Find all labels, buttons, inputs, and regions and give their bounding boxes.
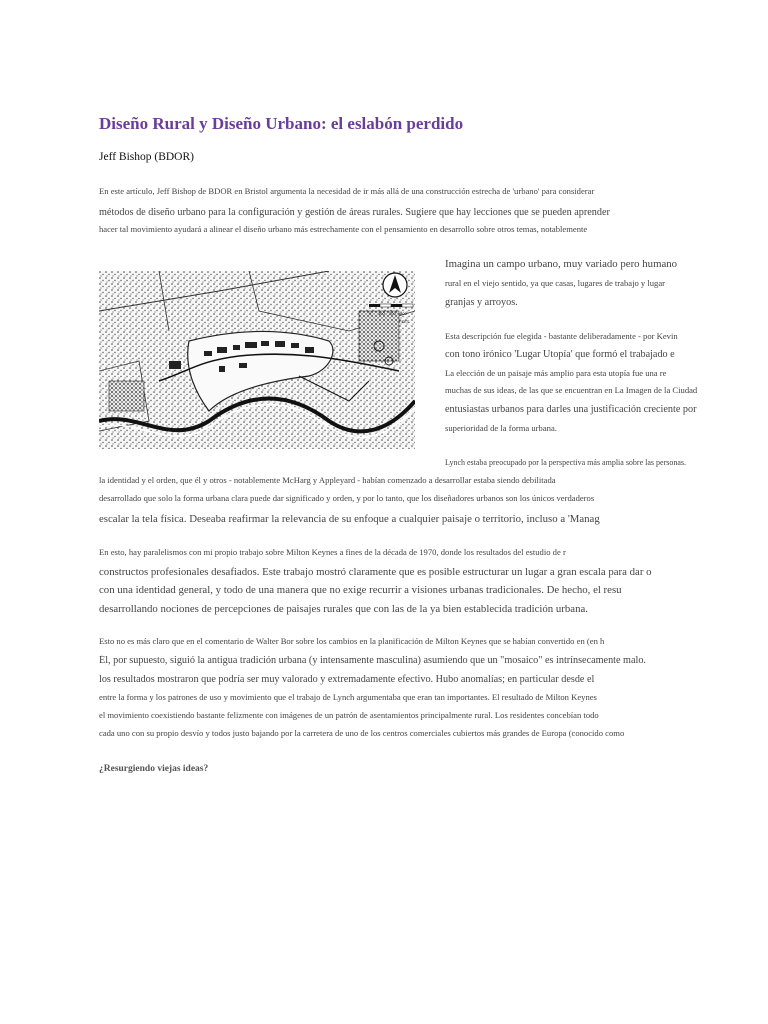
section-heading: ¿Resurgiendo viejas ideas? — [99, 764, 209, 774]
side-line: Esta descripción fue elegida - bastante deliberadamente - por Kevin — [445, 331, 678, 341]
intro-line: hacer tal movimiento ayudará a alinear el diseño urbano más estrechamente con el pensamiento en desarrollo sobre otros temas, notablemente — [99, 224, 588, 234]
body-line: constructos profesionales desafiados. Este trabajo mostró claramente que es posible estructurar un lugar a gran escala para dar o — [99, 566, 652, 578]
body-line: la identidad y el orden, que él y otros - notablemente McHarg y Appleyard - habían comenzado a desarrollar estaba siendo debilitada — [99, 475, 556, 485]
side-line: granjas y arroyos. — [445, 297, 518, 308]
scale-tick-label: 300 — [400, 311, 407, 316]
body-line: los resultados mostraron que podría ser muy valorado y extremadamente efectivo. Hubo anomalías; en particular desde el — [99, 674, 595, 685]
intro-line: En este artículo, Jeff Bishop de BDOR en Bristol argumenta la necesidad de ir más allá de una construcción estrecha de 'urbano' para considerar — [99, 186, 595, 196]
scale-unit-label: FEET — [399, 319, 410, 324]
article-author: Jeff Bishop (BDOR) — [99, 151, 194, 163]
side-line: Lynch estaba preocupado por la perspectiva más amplia sobre las personas. — [445, 458, 687, 467]
side-line: con tono irónico 'Lugar Utopía' que formó el trabajado e — [445, 349, 675, 360]
body-line: el movimiento coexistiendo bastante felizmente con imágenes de un patrón de asentamientos principalmente rural. Los residentes concebían todo — [99, 710, 599, 720]
body-line: Esto no es más claro que en el comentario de Walter Bor sobre los cambios en la planificación de Milton Keynes que se habían convertido en (en h — [99, 636, 605, 646]
article-title: Diseño Rural y Diseño Urbano: el eslabón perdido — [99, 114, 464, 133]
body-line: Él, por supuesto, siguió la antigua tradición urbana (y intensamente masculina) asumiendo que un "mosaico" es intrínsecamente malo. — [99, 655, 646, 666]
body-line: escalar la tela física. Deseaba reafirmar la relevancia de su enfoque a cualquier paisaje o territorio, incluso a 'Manag — [99, 513, 600, 525]
side-line: entusiastas urbanos para darles una justificación creciente por — [445, 404, 697, 415]
body-line: desarrollando nociones de percepciones de paisajes rurales que con las de la ya bien establecida tradición urbana. — [99, 603, 588, 615]
body-line: entre la forma y los patrones de uso y movimiento que el trabajo de Lynch argumentaba que eran tan importantes. El resultado de Milton Keynes — [99, 692, 597, 702]
side-line: superioridad de la forma urbana. — [445, 423, 557, 433]
body-line: desarrollado que solo la forma urbana clara puede dar significado y orden, y por lo tanto, que los diseñadores urbanos son los únicos verdaderos — [99, 493, 595, 503]
site-plan-drawing — [99, 271, 415, 449]
scale-tick-label: 0 — [369, 311, 372, 316]
body-line: cada uno con su propio desvío y todos justo bajando por la carretera de uno de los centros comerciales cubiertos más grandes de Europa (conocido como — [99, 728, 625, 738]
side-line: Imagina un campo urbano, muy variado pero humano — [445, 258, 678, 270]
intro-line: métodos de diseño urbano para la configuración y gestión de áreas rurales. Sugiere que hay lecciones que se pueden aprender — [99, 207, 610, 218]
body-line: En esto, hay paralelismos con mi propio trabajo sobre Milton Keynes a fines de la década de 1970, donde los resultados del estudio de r — [99, 547, 566, 557]
side-line: La elección de un paisaje más amplio para esta utopía fue una re — [445, 368, 667, 378]
body-line: con una identidad general, y todo de una manera que no exige recurrir a visiones urbanas tradicionales. De hecho, el resu — [99, 584, 622, 596]
scale-tick-label: 200 — [389, 311, 396, 316]
side-line: rural en el viejo sentido, ya que casas, lugares de trabajo y lugar — [445, 278, 666, 288]
site-plan-figure — [99, 271, 415, 449]
scale-tick-label: 100 — [378, 311, 385, 316]
side-line: muchas de sus ideas, de las que se encuentran en La Imagen de la Ciudad — [445, 385, 698, 395]
